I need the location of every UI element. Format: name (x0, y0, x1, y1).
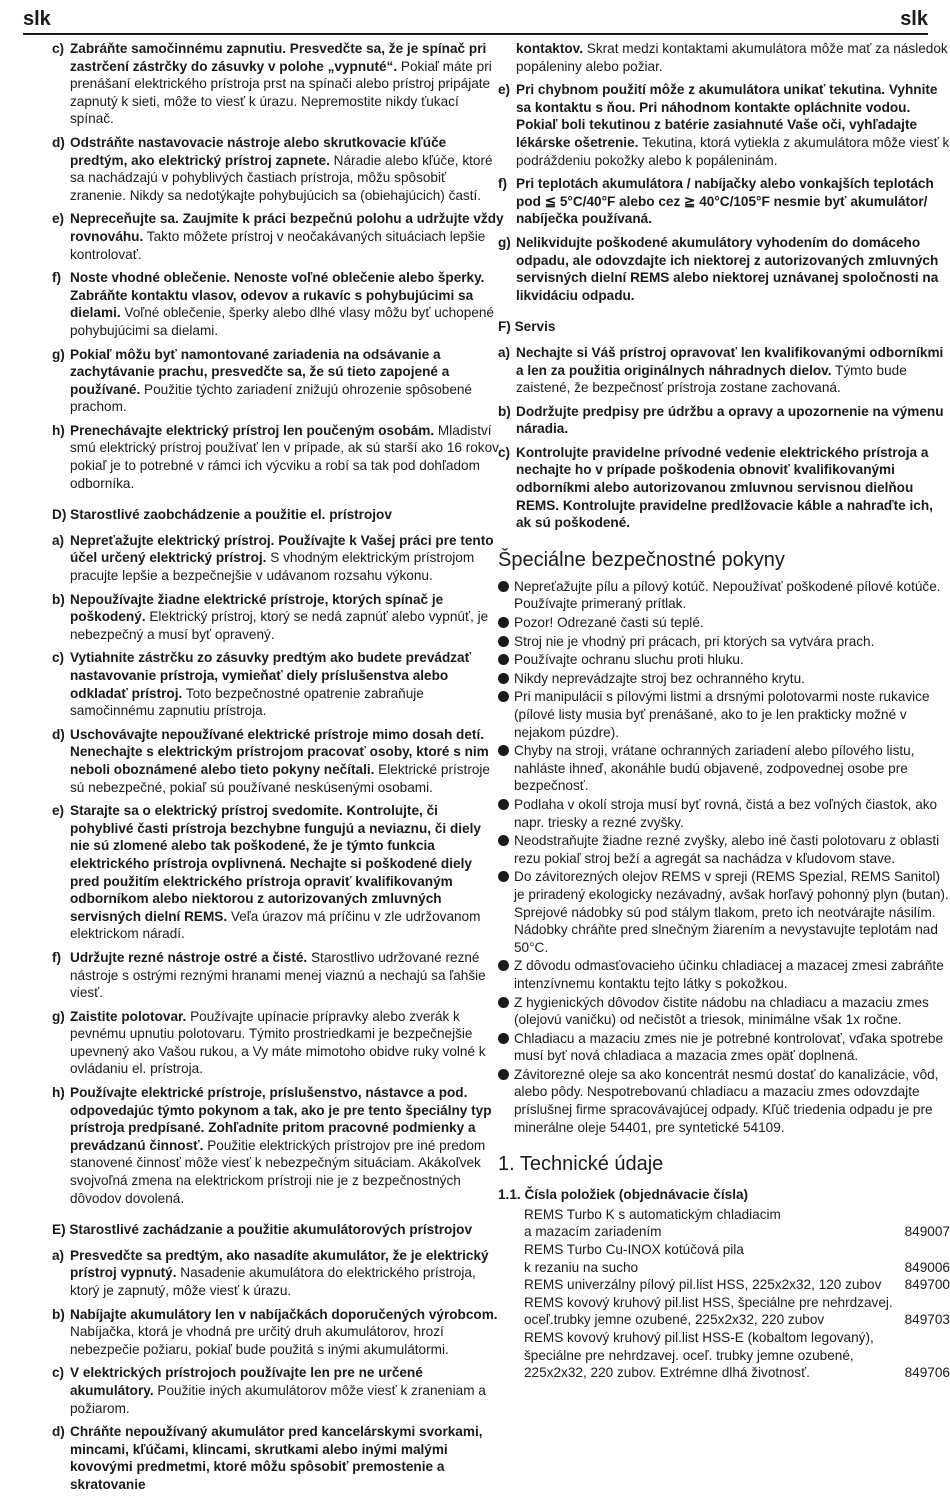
list-item (52, 422, 504, 492)
item-label: g) (52, 346, 65, 362)
list-item (498, 444, 950, 532)
item-bold-text: Pokiaľ môžu byť namontované zariadenia na odsávanie a zachytávanie prachu, presvedčte sa, že sú tieto zapojené a používané. (70, 346, 450, 397)
item-bold-text: Zaistite polotovar. (70, 1008, 187, 1024)
item-text: Elektrické prístroje sú nebezpečné, pokiaľ sú používané neskúsenými osobami. (70, 761, 490, 795)
item-bold-text: Udržujte rezné nástroje ostré a čisté. (70, 949, 308, 965)
continued-text: Skrat medzi kontaktami akumulátora môže mať za následok popáleniny alebo požiar. (516, 41, 948, 74)
item-label: a) (52, 1247, 65, 1263)
list-item (52, 1247, 504, 1300)
bullet-dot-icon (498, 997, 509, 1008)
item-bold-text: Nepoužívajte žiadne elektrické prístroje, ktorých spínač je poškodený. (70, 591, 444, 625)
item-text: Takto môžete prístroj v neočakávaných situáciach lepšie kontrolovať. (70, 228, 486, 262)
item-bold-text: Kontrolujte pravidelne prívodné vedenie elektrického prístroja a nechajte ho v prípade poškodenia obnoviť kvalifikovanými odborníkmi alebo autorizovanou zmluvnou servisnou dielňou REMS. Kontrolujte pravidelne predlžovacie káble a nahraďte ich, ak sú poškodené. (516, 444, 933, 531)
section-d-heading: D) Starostlivé zaobchádzenie a použitie el. prístrojov (52, 507, 392, 523)
list-item (52, 269, 504, 339)
list-section-e-cont (498, 81, 950, 304)
bullet-list (498, 578, 950, 1136)
item-label: h) (52, 422, 65, 438)
item-label: c) (52, 41, 65, 56)
item-label: b) (52, 591, 65, 607)
list-section-d (52, 532, 504, 1207)
item-text: Pokiaľ máte pri prenášaní elektrického prístroja prst na spínači alebo prístroj pripájate zapnutý k sieti, môže to viesť k úrazu. Nepremostite nikdy ťukací spínač. (70, 58, 492, 127)
item-bold-text: Zabráňte samočinnému zapnutiu. Presvedčte sa, že je spínač pri zastrčení zástrčky do zásuvky v polohe „vypnuté“. (70, 41, 487, 74)
bullet-text: Nepreťažujte pílu a pílový kotúč. Nepoužívať poškodené pílové kotúče. Používajte primeraný prítlak. (514, 578, 941, 612)
item-label: a) (52, 532, 65, 548)
list-item (52, 210, 504, 263)
list-item (52, 134, 504, 204)
item-text: Starostlivo udržované rezné nástroje s ostrými reznými hranami menej viaznú a nechajú sa ľahšie viesť. (70, 949, 486, 1001)
bullet-dot-icon (498, 960, 509, 971)
bullet-text: Z dôvodu odmasťovacieho účinku chladiacej a mazacej zmesi zabráňte intenzívnemu kontaktu tejto látky s pokožkou. (514, 958, 944, 991)
item-bold-text: Starajte sa o elektrický prístroj svedomite. Kontrolujte, či pohyblivé časti prístroja bezchybne fungujú a neviaznu, či diely nie sú zlomené alebo tak poškodené, že je týmto funkcia elektrického prístroja ovplivnená. Nechajte si poškodené diely pred použitím elektrického prístroja opraviť kvalifikovaným odborníkom alebo niektorou z autorizovaných zmluvných servisných dielní REMS. (70, 803, 481, 924)
bullet-item (498, 832, 950, 867)
product-description-line: a mazacím zariadením (524, 1224, 662, 1240)
bullet-text: Chladiacu a mazaciu zmes nie je potrebné kontrolovať, vďaka spotrebe musí byť nová chladiaca a mazacia zmes opäť doplnená. (514, 1030, 944, 1064)
bullet-dot-icon (498, 1033, 509, 1044)
list-item (498, 403, 950, 438)
bullet-dot-icon (498, 654, 509, 665)
bullet-text: Pri manipulácii s pílovými listmi a drsnými polotovarmi noste rukavice (pílové listy musia byť prenášané, ako to je len prakticky možné v nejakom púzdre). (514, 689, 930, 740)
item-text: Použitie iných akumulátorov môže viesť k zraneniam a požiarom. (70, 1382, 486, 1416)
product-description-line: k rezaniu na sucho (524, 1259, 639, 1275)
special-instructions-title: Špeciálne bezpečnostné pokyny (498, 548, 785, 571)
item-text: Náradie alebo kľúče, ktoré sa nachádzajú v pohyblivých častiach prístroja, môžu spôsobiť zranenie. Nikdy sa nedotýkajte pohybujúcich sa (obiehajúcich) častí. (70, 152, 493, 203)
list-item (498, 81, 950, 169)
continued-bold: kontaktov. (516, 41, 583, 56)
product-article-number: 849703 (904, 1312, 950, 1328)
bullet-item (498, 651, 950, 669)
bullet-text: Stroj nie je vhodný pri prácach, pri ktorých sa vytvára prach. (514, 633, 875, 649)
bullet-dot-icon (498, 871, 509, 882)
item-text: Tekutina, ktorá vytiekla z akumulátora môže viesť k podráždeniu pokožky alebo k popáleninám. (516, 134, 950, 168)
list-item (52, 40, 504, 128)
item-bold-text: V elektrických prístrojoch používajte len pre ne určené akumulátory. (70, 1365, 423, 1398)
product-article-number: 849006 (904, 1259, 950, 1275)
item-bold-text: Odstráňte nastavovacie nástroje alebo skrutkovacie kľúče predtým, ako elektrický prístroj zapnete. (70, 134, 447, 168)
section-f-heading: F) Servis (498, 319, 556, 335)
item-label: c) (52, 1365, 65, 1381)
bullet-text: Neodstraňujte žiadne rezné zvyšky, alebo iné časti polotovaru z oblasti rezu pokiaľ stroj beží a agregát sa nachádza v kľudovom stave. (514, 833, 940, 866)
list-item (52, 532, 504, 585)
product-article-number: 849706 (904, 1365, 950, 1381)
bullet-text: Nikdy neprevádzajte stroj bez ochranného krytu. (514, 670, 805, 686)
item-label: g) (498, 234, 511, 250)
list-item (52, 1306, 504, 1359)
item-bold-text: Vytiahnite zástrčku zo zásuvky predtým ako budete prevádzať nastavovanie prístroja, vymieňať diely príslušenstva alebo odkladať prístroj. (70, 650, 472, 701)
bullet-dot-icon (498, 673, 509, 684)
item-bold-text: Nepreťažujte elektrický prístroj. Používajte k Vašej práci pre tento účel určený elektrický prístroj. (70, 532, 494, 566)
item-label: b) (498, 403, 511, 419)
bullet-dot-icon (498, 745, 509, 756)
item-bold-text: Nelikvidujte poškodené akumulátory vyhodením do domáceho odpadu, ale odovzdajte ich niektorej z autorizovaných zmluvných servisných dielní REMS alebo niektorej uznávanej spoločnosti na likvidáciu odpadu. (516, 234, 939, 303)
item-label: f) (52, 949, 62, 965)
item-label: d) (52, 1424, 65, 1440)
item-bold-text: Presvedčte sa predtým, ako nasadíte akumulátor, že je elektrický prístroj vypnutý. (70, 1247, 489, 1281)
bullet-item (498, 633, 950, 651)
list-item (52, 1084, 504, 1207)
list-item (52, 1423, 504, 1493)
left-column (52, 40, 504, 1500)
list-section-e (52, 1247, 504, 1494)
item-text: Používajte upínacie prípravky alebo zverák k pevnému upnutiu polotovaru. Týmito prostriedkami je bezpečnejšie upevnený ako Vašou rukou, a Vy máte mimotoho obidve ruky volné k ovládaniu el. prístroja. (70, 1008, 486, 1077)
product-description-line: REMS Turbo K s automatickým chladiacim (524, 1206, 781, 1222)
item-text: Použitie týchto zariadení znižujú ohrozenie spôsobené prachom. (70, 381, 472, 415)
bullet-text: Používajte ochranu sluchu proti hluku. (514, 652, 744, 668)
item-bold-text: Pri teplotách akumulátora / nabíjačky alebo vonkajších teplotách pod ≦ 5°C/40°F alebo cez ≧ 40°C/105°F nesmie byť akumulátor/ nabíječka používaná. (516, 176, 934, 227)
item-text: Týmto bude zaistené, že bezpečnosť prístroja zostane zachovaná. (516, 362, 907, 396)
product-row (498, 1276, 950, 1294)
product-description-line: oceľ.trubky jemne ozubené, 225x2x32, 220 zubov (524, 1312, 825, 1328)
item-label: b) (52, 1306, 65, 1322)
item-bold-text: Chráňte nepoužívaný akumulátor pred kancelárskymi svorkami, mincami, kľúčami, klincami, skrutkami alebo inými malými kovovými predmetmi, ktoré môžu spôsobiť premostenie a skratovanie (70, 1424, 483, 1492)
bullet-text: Z hygienických dôvodov čistite nádobu na chladiacu a mazaciu zmes (olejovú vaničku) od nečistôt a triesok, minimálne však 1x ročne. (514, 994, 929, 1028)
item-label: e) (498, 82, 511, 98)
bullet-text: Podlaha v okolí stroja musí byť rovná, čistá a bez voľných čiastok, ako napr. triesky a rezné zvyšky. (514, 796, 938, 830)
item-label: f) (52, 270, 62, 286)
item-bold-text: Prenechávajte elektrický prístroj len poučeným osobám. (70, 422, 435, 438)
bullet-item (498, 994, 950, 1029)
product-description-line: REMS Turbo Cu-INOX kotúčová pila (524, 1242, 744, 1258)
bullet-item (498, 670, 950, 688)
bullet-text: Do závitorezných olejov REMS v spreji (REMS Spezial, REMS Sanitol) je priradený ekologicky nezávadný, avšak horľavý pohonný plyn (butan). Sprejové nádobky sú pod stálym tlakom, preto ich neotvárajte násilím. Nádobky chráňte pred slnečným žiarením a nevystavujte teplotám nad 50°C. (514, 869, 949, 955)
section-e-heading: E) Starostlivé zachádzanie a použitie akumulátorových prístrojov (52, 1222, 473, 1238)
bullet-dot-icon (498, 1069, 509, 1080)
item-bold-text: Používajte elektrické prístroje, príslušenstvo, nástavce a pod. odpovedajúc týmto pokynom a tak, ako je pre tento špeciálny typ prístroja predpísané. Zohľadnite pritom pracovné podmienky a prevádzanú činnosť. (70, 1085, 492, 1153)
bullet-item (498, 1066, 950, 1136)
product-entry (498, 1294, 950, 1329)
bullet-item (498, 688, 950, 741)
item-label: c) (52, 650, 65, 666)
list-item (52, 726, 504, 796)
bullet-item (498, 868, 950, 956)
list-item (498, 234, 950, 304)
bullet-dot-icon (498, 581, 509, 592)
list-section-f (498, 344, 950, 532)
bullet-item (498, 742, 950, 795)
bullet-dot-icon (498, 636, 509, 647)
product-row (498, 1223, 950, 1241)
product-row (498, 1364, 950, 1382)
product-entry (498, 1329, 950, 1382)
item-label: d) (52, 134, 65, 150)
right-column (498, 40, 950, 1382)
list-item (52, 1364, 504, 1417)
item-bold-text: Uschovávajte nepoužívané elektrické prístroje mimo dosah detí. Nenechajte s elektrickým prístrojom pracovať osoby, ktoré s nim neboli oboznámené alebo tieto pokyny nečítali. (70, 726, 489, 777)
item-text: Nasadenie akumulátora do elektrického prístroja, ktorý je zapnutý, môže viesť k úrazu. (70, 1265, 476, 1298)
product-description-line: 225x2x32, 220 zubov. Extrémne dlhá životnosť. (524, 1365, 810, 1381)
product-entry (498, 1276, 950, 1294)
list-items-c-h (52, 40, 504, 492)
item-label: c) (498, 444, 511, 460)
bullet-dot-icon (498, 691, 509, 702)
article-numbers-heading: 1.1. Čísla položiek (objednávacie čísla) (498, 1187, 749, 1203)
header-left-label: slk (23, 8, 51, 30)
item-bold-text: Nechajte si Váš prístroj opravovať len kvalifikovanými odborníkmi a len za použitia originálnych náhradnych dielov. (516, 344, 944, 378)
item-label: d) (52, 726, 65, 742)
product-entry (498, 1241, 950, 1276)
item-label: g) (52, 1008, 65, 1024)
continued-paragraph (516, 40, 950, 75)
item-bold-text: Nepreceňujte sa. Zaujmite k práci bezpečnú polohu a udržujte vždy rovnováhu. (70, 211, 504, 244)
item-text: Použitie elektrických prístrojov pre iné predom stanovené činnosť môže viesť k nebezpečným situáciam. Akákoľvek svojvoľná zmena na elektrickom prístroji nie je z bezpečnostných dôvodov dovolená. (70, 1137, 486, 1206)
product-list (498, 1206, 950, 1382)
list-item (498, 344, 950, 397)
technical-data-title: 1. Technické údaje (498, 1153, 664, 1176)
header-rule (23, 33, 928, 35)
header-right-label: slk (900, 8, 928, 30)
bullet-item (498, 1030, 950, 1065)
item-bold-text: Noste vhodné oblečenie. Nenoste voľné oblečenie alebo šperky. Zabráňte kontaktu vlasov, odevov a rukavíc s pohybujúcimi sa dielami. (70, 270, 485, 321)
bullet-dot-icon (498, 835, 509, 846)
product-description-line: REMS univerzálny pílový pil.list HSS, 225x2x32, 120 zubov (524, 1277, 882, 1293)
item-label: e) (52, 803, 65, 819)
item-text: S vhodným elektrickým prístrojom pracujte lepšie a bezpečnejšie v udávanom rozsahu výkonu. (70, 550, 475, 584)
list-item (52, 802, 504, 943)
product-article-number: 849007 (904, 1224, 950, 1240)
list-item (52, 1008, 504, 1078)
item-text: Veľa úrazov má príčinu v zle udržovanom elektrickom náradí. (70, 908, 481, 942)
item-label: a) (498, 344, 511, 360)
item-label: e) (52, 211, 65, 227)
product-article-number: 849700 (904, 1277, 950, 1293)
product-entry (498, 1206, 950, 1241)
bullet-item (498, 578, 950, 613)
product-row (498, 1311, 950, 1329)
list-item (52, 649, 504, 719)
item-label: h) (52, 1085, 65, 1101)
product-description-line: REMS kovový kruhový pil.list HSS, špeciálne pre nehrdzavej. (524, 1294, 893, 1310)
bullet-item (498, 614, 950, 632)
bullet-text: Závitorezné oleje sa ako koncentrát nesmú dostať do kanalizácie, vôd, alebo pôdy. Nespotrebovanú chladiacu a mazaciu zmes odovzdajte príslušnej firme spracovávajúcej odpady. Kľúč triedenia odpadu je pre minerálne oleje 54401, pre syntetické 54109. (514, 1066, 939, 1135)
bullet-item (498, 796, 950, 831)
product-description-line: špeciálne pre nehrdzavej. oceľ. trubky jemne ozubené, (524, 1347, 854, 1363)
item-bold-text: Dodržujte predpisy pre údržbu a opravy a upozornenie na výmenu náradia. (516, 403, 944, 437)
list-item (52, 346, 504, 416)
bullet-text: Chyby na stroji, vrátane ochranných zariadení alebo pílového listu, nahláste ihneď, akonáhle budú objavené, zodpovednej osobe pre bezpečnosť. (514, 743, 915, 794)
item-bold-text: Pri chybnom použití môže z akumulátora unikať tekutina. Vyhnite sa kontaktu s ňou. Pri náhodnom kontakte opláchnite vodou. Pokiaľ boli tekutinou z batérie zasiahnuté Vaše oči, vyhľadajte lékárske ošetrenie. (516, 82, 938, 150)
item-text: Nabíjačka, ktorá je vhodná pre určitý druh akumulátorov, hrozí nebezpečie požiaru, pokiaľ bude použitá s inými akumulátormi. (70, 1324, 449, 1357)
bullet-dot-icon (498, 617, 509, 628)
item-label: f) (498, 176, 508, 192)
item-text: Mladiství smú elektrický prístroj používať len v prípade, ak sú starší ako 16 rokov, pokiaľ je to potrebné v rámci ich výcviku a robí sa tak pod dohľadom odborníka. (70, 422, 502, 491)
product-description-line: REMS kovový kruhový pil.list HSS-E (kobaltom legovaný), (524, 1330, 874, 1345)
item-text: Toto bezpečnostné opatrenie zabraňuje samočinnému zapnutiu prístroja. (70, 685, 424, 719)
list-item (498, 175, 950, 228)
bullet-dot-icon (498, 799, 509, 810)
list-item (52, 591, 504, 644)
item-text: Voľné oblečenie, šperky alebo dlhé vlasy môžu byť uchopené pohybujúcimi sa dielami. (70, 305, 494, 338)
item-bold-text: Nabíjajte akumulátory len v nabíjačkách doporučených výrobcom. (70, 1306, 498, 1322)
bullet-item (498, 957, 950, 992)
list-item (52, 949, 504, 1002)
product-row (498, 1259, 950, 1277)
item-text: Elektrický prístroj, ktorý se nedá zapnúť alebo vypnúť, je nebezpečný a musí byť opravený. (70, 609, 489, 642)
bullet-text: Pozor! Odrezané časti sú teplé. (514, 615, 704, 631)
